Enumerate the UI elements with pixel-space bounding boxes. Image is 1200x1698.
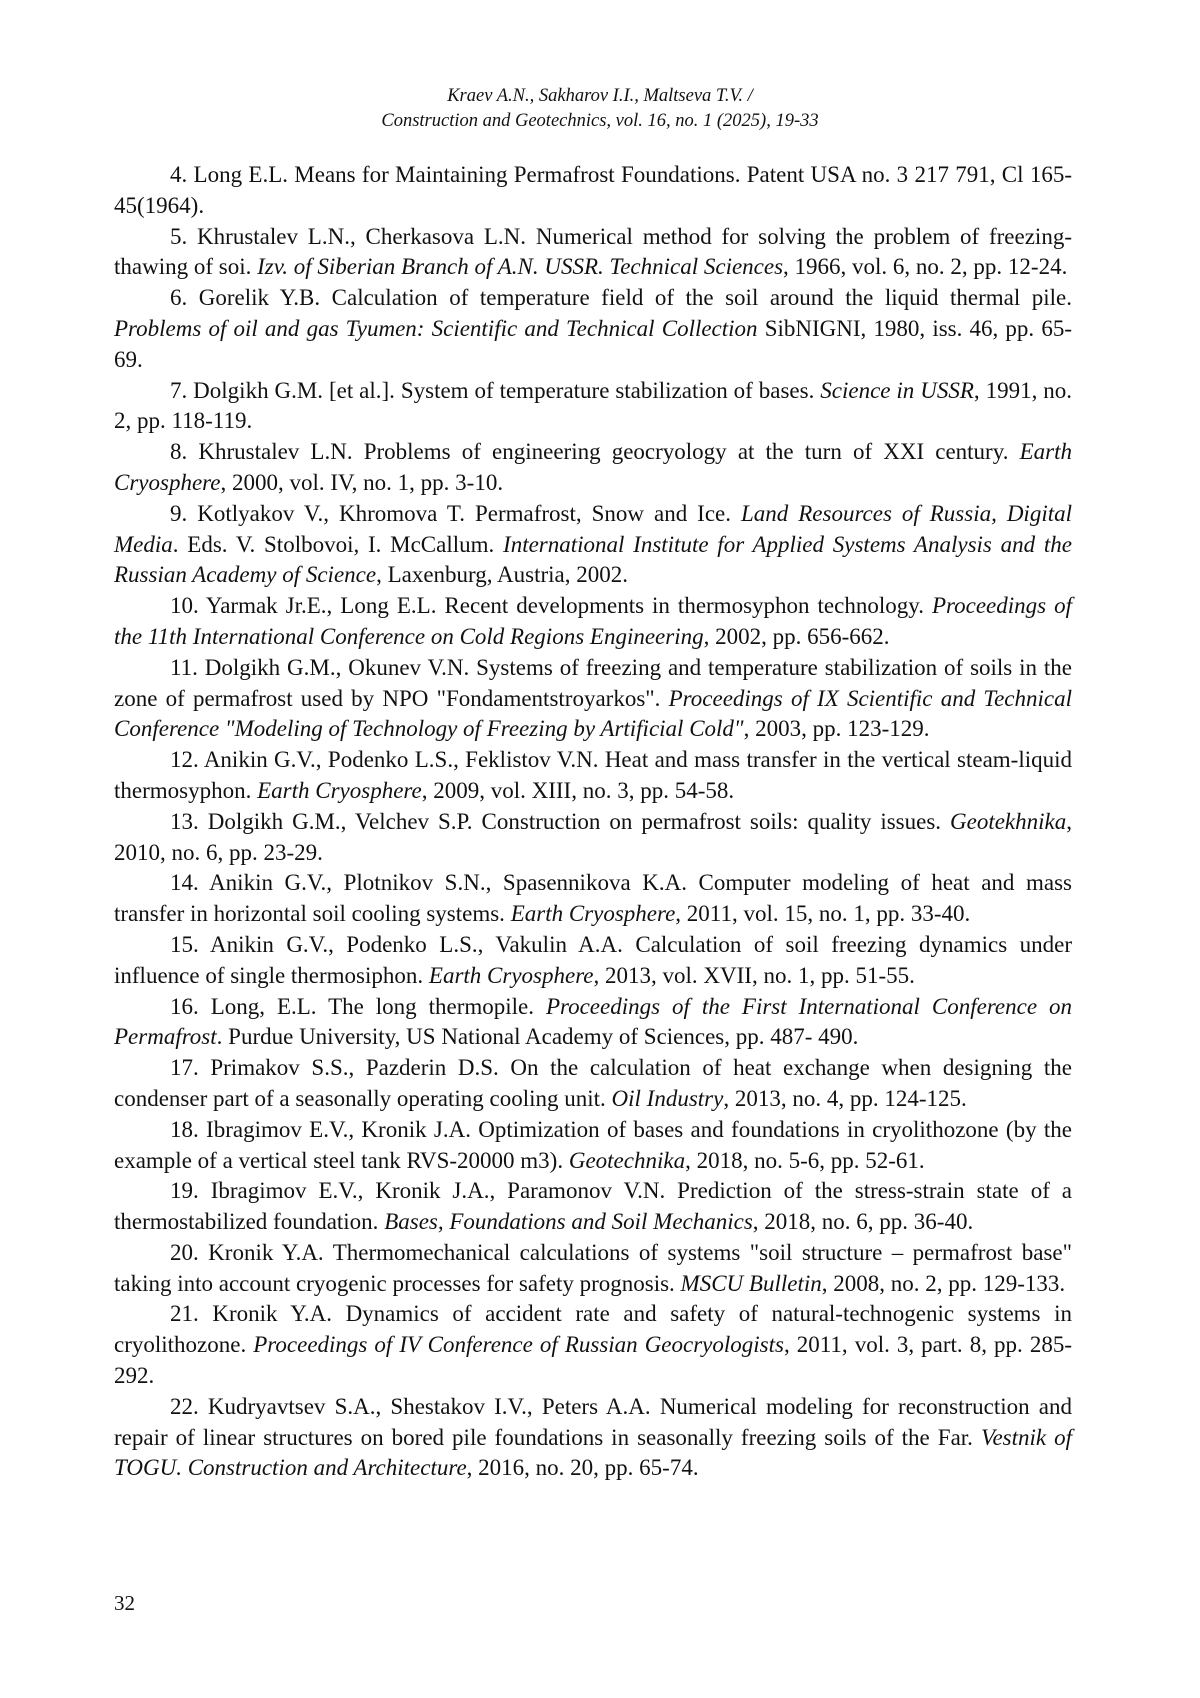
- reference-source-title: Oil Industry: [611, 1085, 724, 1111]
- reference-source-title: Earth Cryosphere: [428, 962, 594, 988]
- reference-source-title: Problems of oil and gas Tyumen: Scientific and Technical Collection: [114, 315, 758, 341]
- reference-text: 22. Kudryavtsev S.A., Shestakov I.V., Peters A.A. Numerical modeling for reconstruction and repair of linear structures on bored pile foundations in seasonally freezing soils of the Far.: [114, 1393, 1072, 1450]
- reference-source-title: Land Resources of Russia, Digital Media: [114, 500, 1072, 557]
- running-header: [0, 84, 1200, 134]
- reference-source-title: Proceedings of the First International Conference on Permafrost: [114, 993, 1072, 1050]
- reference-entry: [114, 868, 1072, 930]
- reference-text: SibNIGNI, 1980, iss. 46, pp. 65-69.: [114, 315, 1072, 372]
- reference-text: 7. Dolgikh G.M. [et al.]. System of temperature stabilization of bases.: [170, 377, 821, 403]
- reference-entry: [114, 745, 1072, 807]
- reference-text: , 2013, vol. XVII, no. 1, pp. 51-55.: [593, 962, 915, 988]
- reference-source-title: Science in USSR: [820, 377, 974, 403]
- reference-source-title: Earth Cryosphere: [114, 439, 1072, 495]
- reference-text: 12. Anikin G.V., Podenko L.S., Feklistov V.N. Heat and mass transfer in the vertical steam-liquid thermosyphon.: [114, 747, 1072, 803]
- reference-text: , Laxenburg, Austria, 2002.: [376, 562, 628, 588]
- reference-text: , 2000, vol. IV, no. 1, pp. 3-10.: [220, 469, 504, 495]
- reference-text: , 2003, pp. 123-129.: [743, 716, 930, 742]
- reference-entry: [114, 1392, 1072, 1484]
- reference-entry: [114, 807, 1072, 869]
- reference-source-title: Geotekhnika: [950, 808, 1067, 834]
- header-authors: Kraev A.N., Sakharov I.I., Maltseva T.V. /: [447, 86, 753, 106]
- header-journal: Construction and Geotechnics, vol. 16, no. 1 (2025), 19-33: [381, 111, 819, 131]
- reference-text: 18. Ibragimov E.V., Kronik J.A. Optimization of bases and foundations in cryolithozone (by the example of a vertical steel tank RVS-20000 m3).: [114, 1116, 1072, 1173]
- reference-text: , 2002, pp. 656-662.: [703, 623, 890, 649]
- reference-source-title: Vestnik of TOGU. Construction and Architecture: [114, 1424, 1072, 1481]
- reference-source-title: Earth Cryosphere: [510, 901, 676, 927]
- reference-source-title: Izv. of Siberian Branch of A.N. USSR. Technical Sciences: [257, 254, 784, 280]
- reference-entry: [114, 499, 1072, 591]
- reference-entry: [114, 376, 1072, 438]
- reference-entry: [114, 1176, 1072, 1238]
- reference-text: 14. Anikin G.V., Plotnikov S.N., Spasennikova K.A. Computer modeling of heat and mass transfer in horizontal soil cooling systems.: [114, 870, 1072, 927]
- reference-text: , 2011, vol. 3, part. 8, pp. 285-292.: [114, 1332, 1072, 1389]
- reference-text: 16. Long, E.L. The long thermopile.: [170, 993, 546, 1019]
- reference-text: , 2018, no. 5-6, pp. 52-61.: [685, 1147, 925, 1173]
- reference-source-title: Bases, Foundations and Soil Mechanics: [384, 1209, 753, 1235]
- reference-text: 4. Long E.L. Means for Maintaining Permafrost Foundations. Patent USA no. 3 217 791, Cl 165-45(1964).: [114, 162, 1072, 218]
- reference-source-title: Geotechnika: [568, 1147, 686, 1173]
- reference-text: , 2008, no. 2, pp. 129-133.: [821, 1270, 1066, 1296]
- reference-entry: [114, 222, 1072, 284]
- reference-entry: [114, 653, 1072, 745]
- reference-text: 15. Anikin G.V., Podenko L.S., Vakulin A.A. Calculation of soil freezing dynamics under influence of single thermosiphon.: [114, 931, 1072, 988]
- reference-entry: [114, 1238, 1072, 1300]
- reference-text: 8. Khrustalev L.N. Problems of engineering geocryology at the turn of XXI century.: [170, 439, 1020, 465]
- reference-source-title: MSCU Bulletin: [680, 1270, 822, 1296]
- reference-text: . Eds. V. Stolbovoi, I. McCallum.: [172, 531, 504, 557]
- reference-text: . Purdue University, US National Academy of Sciences, pp. 487- 490.: [216, 1024, 859, 1050]
- reference-text: 9. Kotlyakov V., Khromova T. Permafrost, Snow and Ice.: [170, 500, 741, 526]
- reference-source-title: Proceedings of IX Scientific and Technical Conference "Modeling of Technology of Freezing by Artificial Cold": [114, 685, 1073, 742]
- reference-text: , 2018, no. 6, pp. 36-40.: [752, 1209, 974, 1235]
- reference-text: 17. Primakov S.S., Pazderin D.S. On the calculation of heat exchange when designing the condenser part of a seasonally operating cooling unit.: [114, 1055, 1072, 1111]
- reference-text: 5. Khrustalev L.N., Cherkasova L.N. Numerical method for solving the problem of freezing-thawing of soi.: [114, 223, 1072, 280]
- reference-entry: [114, 283, 1072, 375]
- reference-entry: [114, 1299, 1072, 1391]
- reference-text: 6. Gorelik Y.B. Calculation of temperature field of the soil around the liquid thermal pile.: [170, 285, 1072, 311]
- reference-text: 21. Kronik Y.A. Dynamics of accident rate and safety of natural-technogenic systems in cryolithozone.: [114, 1301, 1072, 1358]
- reference-source-title: Proceedings of IV Conference of Russian Geocryologists: [253, 1332, 784, 1358]
- page-number: 32: [114, 1591, 135, 1615]
- reference-entry: [114, 930, 1072, 992]
- reference-text: , 1991, no. 2, pp. 118-119.: [114, 377, 1073, 434]
- reference-text: 11. Dolgikh G.M., Okunev V.N. Systems of freezing and temperature stabilization of soils in the zone of permafrost used by NPO "Fondamentstroyarkos".: [114, 654, 1072, 711]
- reference-source-title: Proceedings of the 11th International Conference on Cold Regions Engineering: [114, 593, 1072, 649]
- reference-text: , 2016, no. 20, pp. 65-74.: [466, 1455, 699, 1481]
- reference-entry: [114, 992, 1072, 1054]
- reference-entry: [114, 1115, 1072, 1177]
- reference-source-title: International Institute for Applied Systems Analysis and the Russian Academy of Science: [114, 531, 1072, 588]
- reference-text: 10. Yarmak Jr.E., Long E.L. Recent developments in thermosyphon technology.: [170, 593, 932, 619]
- reference-text: 19. Ibragimov E.V., Kronik J.A., Paramonov V.N. Prediction of the stress-strain state of a thermostabilized foundation.: [114, 1178, 1072, 1235]
- reference-list: [114, 160, 1072, 1484]
- reference-text: , 2013, no. 4, pp. 124-125.: [723, 1085, 967, 1111]
- reference-text: , 1966, vol. 6, no. 2, pp. 12-24.: [783, 254, 1068, 280]
- reference-text: , 2010, no. 6, pp. 23-29.: [114, 808, 1072, 865]
- reference-text: 13. Dolgikh G.M., Velchev S.P. Construction on permafrost soils: quality issues.: [170, 808, 951, 834]
- reference-entry: [114, 437, 1072, 499]
- reference-entry: [114, 1053, 1072, 1115]
- reference-entry: [114, 591, 1072, 653]
- reference-text: 20. Kronik Y.A. Thermomechanical calculations of systems "soil structure – permafrost base" taking into account cryogenic processes for safety prognosis.: [114, 1239, 1072, 1296]
- reference-source-title: Earth Cryosphere: [257, 777, 422, 803]
- reference-entry: [114, 160, 1072, 222]
- reference-text: , 2011, vol. 15, no. 1, pp. 33-40.: [675, 901, 971, 927]
- reference-text: , 2009, vol. XIII, no. 3, pp. 54-58.: [421, 777, 735, 803]
